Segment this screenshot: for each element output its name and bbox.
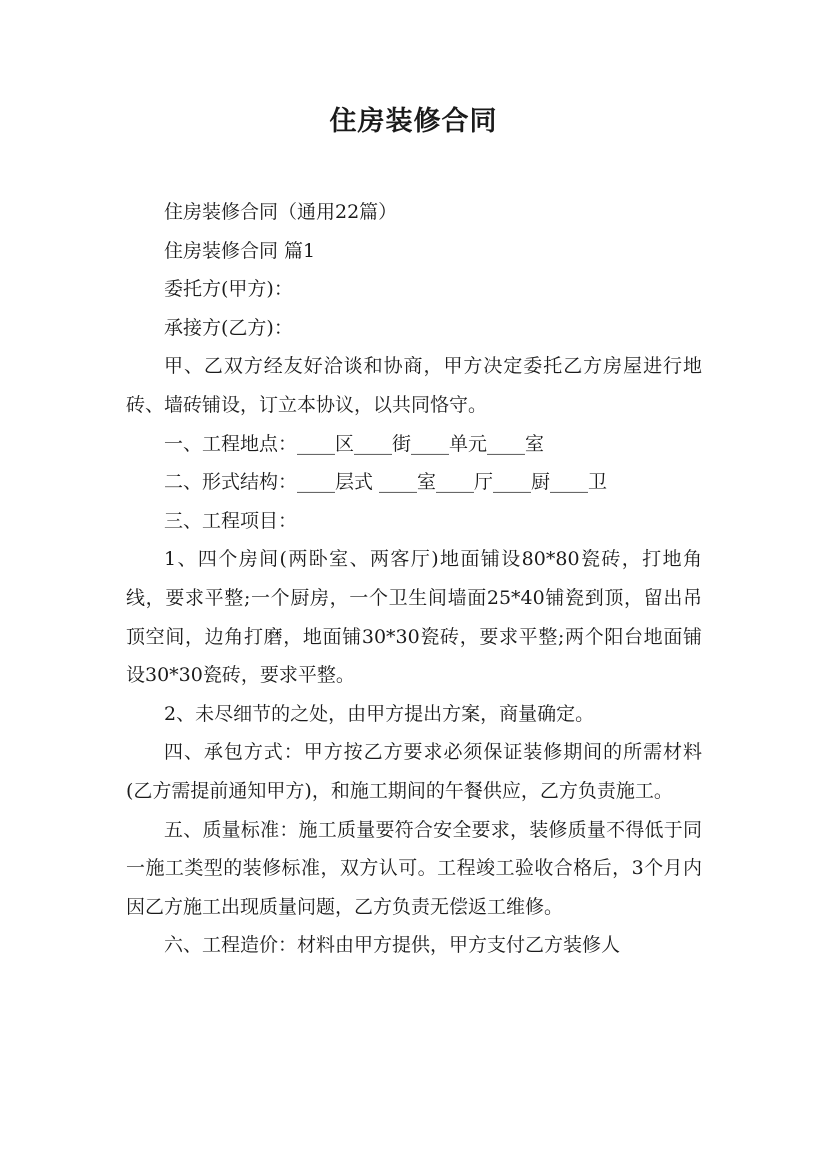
paragraph-project-item-2: 2、未尽细节的之处，由甲方提出方案，商量确定。 — [164, 702, 595, 725]
paragraph-structure: 二、形式结构：____层式 ____室____厅____厨____卫 — [164, 471, 608, 494]
document-body — [126, 193, 702, 965]
paragraph-party-b: 承接方(乙方)： — [164, 316, 293, 339]
paragraph-chapter-heading: 住房装修合同 篇1 — [164, 239, 316, 262]
paragraph-preamble: 甲、乙双方经友好洽谈和协商，甲方决定委托乙方房屋进行地砖、墙砖铺设，订立本协议，以共同恪守。 — [126, 355, 702, 416]
paragraph-quality-standard: 五、质量标准：施工质量要符合安全要求，装修质量不得低于同一施工类型的装修标准，双方认可。工程竣工验收合格后，3个月内因乙方施工出现质量问题，乙方负责无偿返工维修。 — [126, 818, 702, 918]
paragraph-contract-method: 四、承包方式：甲方按乙方要求必须保证装修期间的所需材料(乙方需提前通知甲方)，和施工期间的午餐供应，乙方负责施工。 — [126, 741, 702, 802]
paragraph-party-a: 委托方(甲方)： — [164, 278, 293, 301]
document-title: 住房装修合同 — [329, 106, 498, 137]
paragraph-location: 一、工程地点：____区____街____单元____室 — [164, 432, 545, 455]
paragraph-project-cost: 六、工程造价：材料由甲方提供，甲方支付乙方装修人 — [164, 934, 621, 957]
paragraph-project-heading: 三、工程项目： — [164, 509, 298, 532]
paragraph-subtitle: 住房装修合同（通用22篇） — [164, 201, 398, 223]
paragraph-project-item-1: 1、四个房间(两卧室、两客厅)地面铺设80*80瓷砖，打地角线，要求平整;一个厨房，一个卫生间墙面25*40铺瓷到顶，留出吊顶空间，边角打磨，地面铺30*30瓷砖，要求平整;两个阳台地面铺设30*30瓷砖，要求平整。 — [126, 548, 702, 687]
